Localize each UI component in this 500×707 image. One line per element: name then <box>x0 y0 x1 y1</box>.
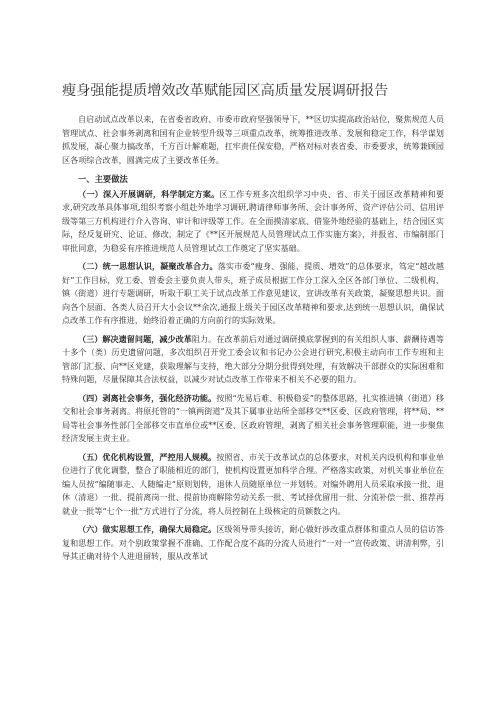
section-lead-6: （六）做实思想工作，确保大局稳定。 <box>78 524 217 534</box>
section-lead-2: （二）统一思想认识，凝聚改革合力。 <box>78 261 218 271</box>
section-paragraph-6 <box>62 523 444 564</box>
section-body-4: 按照“先易后难、积极稳妥”的整体思路，扎实推进镇（街道）移交和社会事务剥离。将原托管的“一镇两街道”及其下属事业站所全部移交**区委、区政府管理，将**局、**局等社会事务性部门全部移交市直单位或**区委、区政府管理，剥离了相关社会事务管理职能，进一步聚焦经济发展主责主业。 <box>62 392 444 443</box>
section-lead-4: （四）剥离社会事务，强化经济功能。 <box>78 392 217 403</box>
section-paragraph-3 <box>62 333 444 387</box>
section-paragraph-5 <box>62 451 444 519</box>
intro-paragraph: 自启动试点改革以来，在省委省政府、市委市政府坚强领导下，**区切实提高政治站位，聚焦规范人员管理试点、社会事务剥离和国有企业转型升级等三项重点改革，统筹推进改革、发展和稳定工作，科学谋划抓发展，凝心聚力搞改革，千方百计解难题，扛牢责任保安稳，严格对标对表省委、市委要求，统筹兼顾园区各项综合改革，圆满完成了主要改革任务。 <box>62 114 444 165</box>
section-body-6: 区级领导带头接访，耐心做好涉改重点群体和重点人员的信访答复和思想工作。对个别政策掌握不准确、工作配合度不高的分流人员进行“一对一”宣传政策、讲清利弊，引导其正确对待个人进退留转，服从改革试 <box>62 524 444 561</box>
section-body-2: 落实市委“瘦身、强能、提质、增效”的总体要求，笃定“越改越好”工作目标，党工委、管委会主要负责人带头，班子成员根据工作分工深入全区各部门单位、二级机构、镇（街道）进行专题调研，听取干职工关于试点改革工作意见建议，宣讲改革有关政策，凝聚思想共识。面向各个层面、各类人员召开大小会议**余次,通报上级关于园区改革精神和要求,达到统一思想认识，确保试点改革工作有序推进，始终沿着正确的方向前行的实际效果。 <box>62 261 444 325</box>
section-body-1: 区工作专班多次组织学习中央、省、市关于园区改革精神和要求,研究改革具体事项,组织考察小组赴外地学习调研,聘请律师事务所、会计事务所、资产评估公司、信用评级等第三方机构进行介入咨询、审计和评级等工作。在全面摸清家底、借鉴外地经验的基础上，结合园区实际，经反复研究、论证、修改，制定了《**区开展规范人员管理试点工作实施方案》，并报省、市编制部门审批同意，为稳妥有序推进规范人员管理试点工作奠定了坚实基础。 <box>62 188 444 253</box>
section-lead-5: （五）优化机构设置，严控用人规模。 <box>78 451 217 462</box>
section-paragraph-4 <box>62 392 444 446</box>
section-lead-1: （一）深入开展调研，科学制定方案。 <box>78 188 220 199</box>
section-body-5: 按照省、市关于改革试点的总体要求，对机关内设机构和事业单位进行了优化调整，整合了职能相近的部门，使机构设置更加科学合理。严格落实政策，对机关事业单位在编人员按“编随事走、人随编走”原则划转，退休人员随原单位一并划转。对编外聘用人员采取承接一批、退休（清退）一批、提前离岗一批、提前协商解除劳动关系一批、考试择优留用一批、分流补偿一批、推荐再就业一批等“七个一批”方式进行了分流，将人员控制在上级核定的员额数之内。 <box>62 451 444 516</box>
section-paragraph-2 <box>62 260 444 328</box>
section-body-3: 阻力。在改革前后对通过调研摸底掌握到的有关组织人事、薪酬待遇等十多个（类）历史遗留问题，多次组织召开党工委会议和书记办公会进行研究,积极主动向市工作专班和主管部门汇报、向**区党建，获取理解与支持，绝大部分分期分批得到处理，有效解决干部群众的实际困难和特殊问题，尽量保障其合法权益，以减少对试点改革工作带来不相关不必要的阻力。 <box>62 333 444 384</box>
section-lead-3: （三）解决遗留问题，减少改革 <box>78 333 192 344</box>
document-title: 瘦身强能提质增效改革赋能园区高质量发展调研报告 <box>62 83 389 99</box>
section-paragraph-1 <box>62 188 444 256</box>
section-heading-main-practices: 一、主要做法 <box>78 174 128 184</box>
